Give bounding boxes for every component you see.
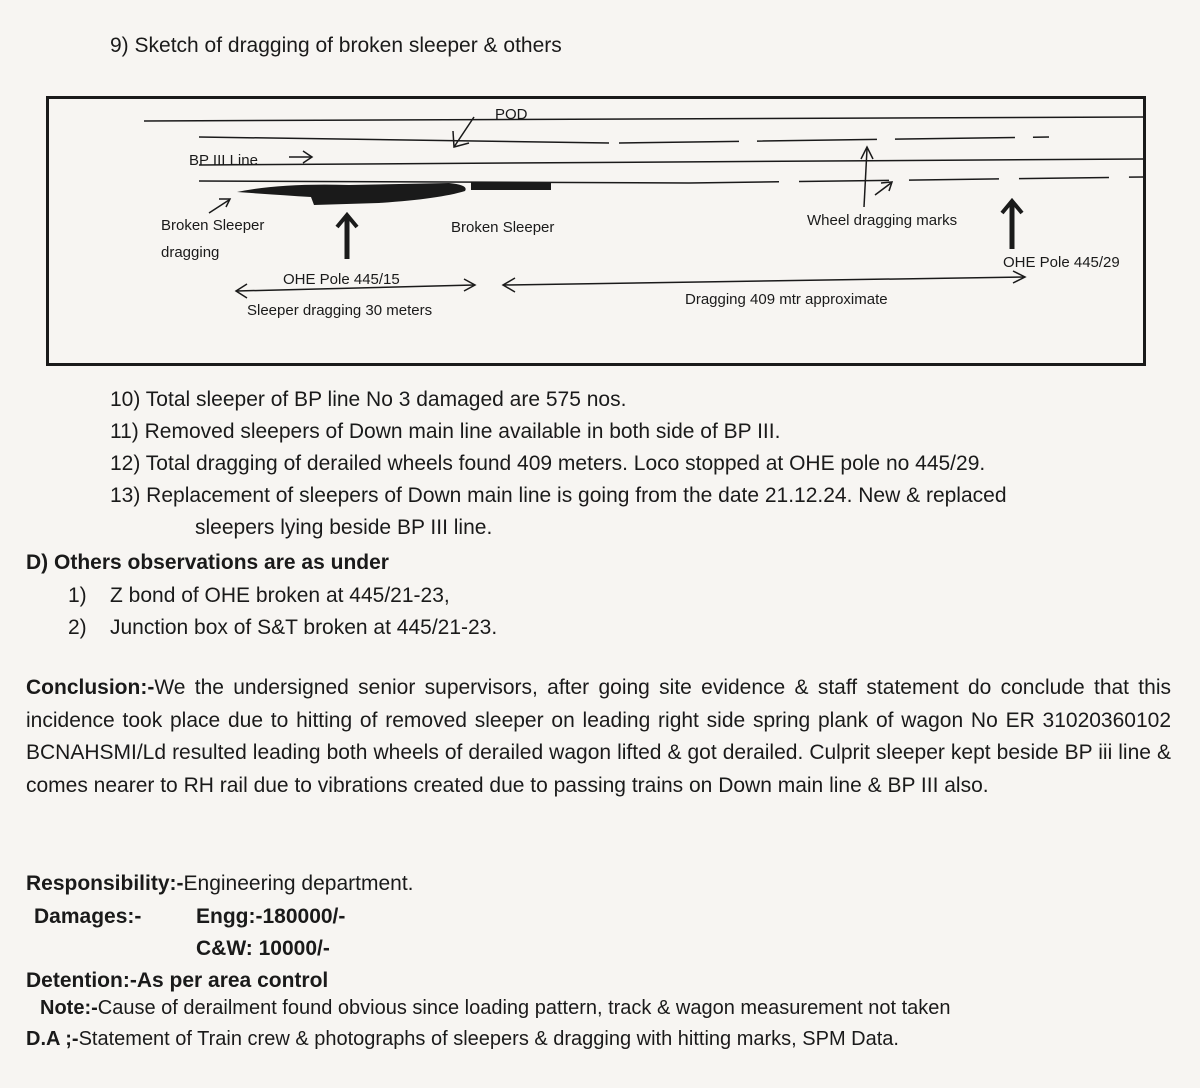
damages-label: Damages:- (34, 905, 142, 928)
da-line (26, 1028, 899, 1051)
others-item-2: Junction box of S&T broken at 445/21-23. (110, 616, 498, 639)
conclusion-text: We the undersigned senior supervisors, after going site evidence & staff statement do conclude that this incidence took place due to hitting of removed sleeper on leading right side spring plank of wagon No ER 31020360102 BCNAHSMI/Ld resulted leading both wheels of derailed wagon lifted & got derailed. Culprit sleeper kept beside BP iii line & comes nearer to RH rail due to vibrations created due to passing trains on Down main line & BP III also. (26, 676, 1171, 797)
note-line (40, 997, 951, 1020)
broken-sleeper-label: Broken Sleeper (451, 219, 555, 236)
track-line-1b (619, 137, 1049, 143)
others-heading: D) Others observations are as under (26, 551, 389, 574)
damages-engg: Engg:-180000/- (196, 905, 346, 928)
others-num-2: 2) (68, 616, 87, 639)
detention-label: Detention:- (26, 969, 137, 992)
track-line-3b (689, 177, 1143, 183)
item-13-continued: sleepers lying beside BP III line. (195, 516, 493, 539)
responsibility-line (26, 872, 414, 896)
item-13: 13) Replacement of sleepers of Down main line is going from the date 21.12.24. New & replaced (110, 484, 1007, 507)
bp3-line-label: BP III Line (189, 152, 258, 169)
da-value: Statement of Train crew & photographs of sleepers & dragging with hitting marks, SPM Data. (78, 1028, 899, 1050)
others-num-1: 1) (68, 584, 87, 607)
sleeper-dragging-label: Sleeper dragging 30 meters (247, 302, 433, 319)
item-12: 12) Total dragging of derailed wheels found 409 meters. Loco stopped at OHE pole no 445/29. (110, 452, 986, 475)
section-9-heading: 9) Sketch of dragging of broken sleeper & others (110, 34, 562, 57)
broken-sleeper-dragging-label-2: dragging (161, 244, 220, 261)
responsibility-value: Engineering department. (183, 872, 414, 895)
ohe-pole-29-label: OHE Pole 445/29 (1003, 254, 1120, 271)
others-item-1: Z bond of OHE broken at 445/21-23, (110, 584, 450, 607)
ohe-pole-15-label: OHE Pole 445/15 (283, 271, 400, 288)
conclusion-label: Conclusion:- (26, 676, 155, 699)
note-value: Cause of derailment found obvious since loading pattern, track & wagon measurement not taken (97, 997, 951, 1019)
track-line-1 (199, 137, 609, 143)
broken-sleeper-piece (471, 182, 551, 190)
track-line-top (144, 117, 1143, 121)
track-line-3 (199, 181, 689, 183)
wheel-marks-label: Wheel dragging marks (807, 212, 958, 229)
conclusion-paragraph (26, 672, 1171, 802)
broken-sleeper-dragging-label-1: Broken Sleeper (161, 217, 265, 234)
da-label: D.A ;- (26, 1028, 79, 1050)
dragging-409-label: Dragging 409 mtr approximate (685, 291, 888, 308)
pod-arrow (454, 117, 474, 147)
responsibility-label: Responsibility:- (26, 872, 184, 895)
track-line-2 (199, 159, 1143, 165)
note-label: Note:- (40, 997, 98, 1019)
damages-cw: C&W: 10000/- (196, 937, 330, 960)
detention-line (26, 969, 328, 993)
detention-value: As per area control (136, 969, 329, 992)
item-10: 10) Total sleeper of BP line No 3 damaged are 575 nos. (110, 388, 627, 411)
broken-sleeper-shape (237, 183, 466, 205)
pod-label: POD (495, 106, 528, 123)
item-11: 11) Removed sleepers of Down main line available in both side of BP III. (110, 420, 781, 443)
derailment-sketch (46, 96, 1146, 366)
